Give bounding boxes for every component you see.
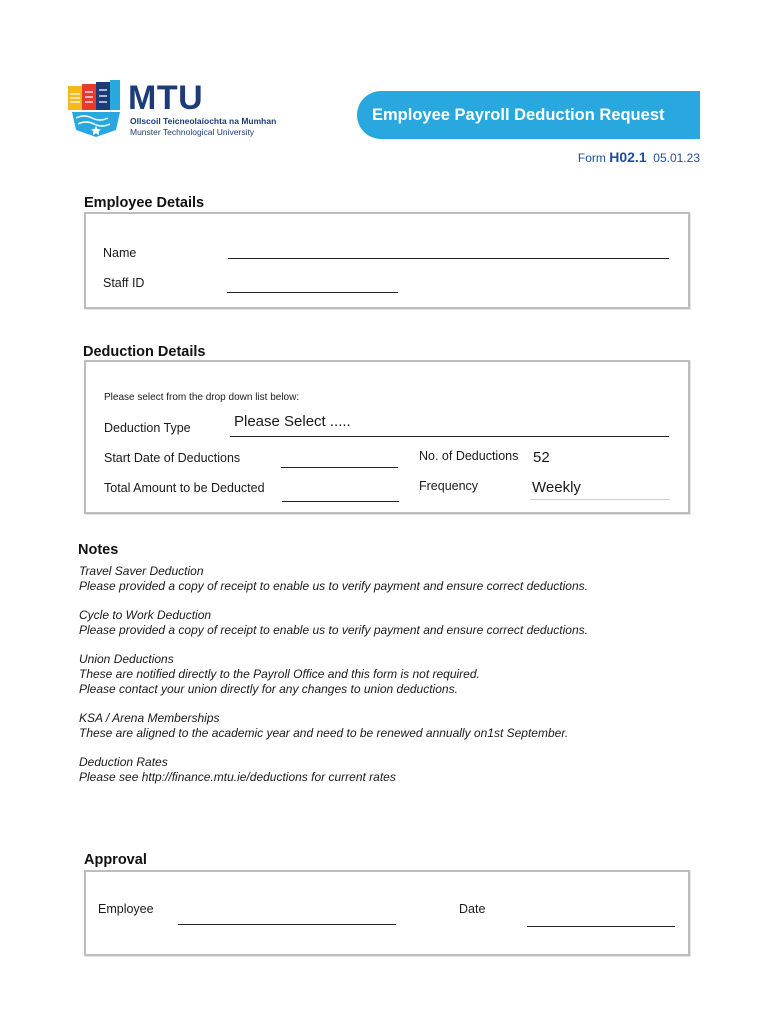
start-date-label: Start Date of Deductions [104, 451, 241, 465]
frequency-label: Frequency [419, 479, 479, 493]
deduction-type-select[interactable]: Please Select ..... [234, 413, 351, 430]
num-deductions-field[interactable]: 52 [533, 449, 550, 466]
deduction-type-underline [230, 436, 669, 437]
deduction-instruction: Please select from the drop down list below: [104, 392, 300, 403]
employee-signature-field[interactable] [178, 924, 396, 925]
employee-details-box [84, 212, 690, 309]
approval-title: Approval [84, 852, 147, 868]
name-label: Name [103, 246, 137, 260]
form-code [578, 149, 700, 165]
note-cycle-to-work [79, 608, 719, 638]
staff-id-field[interactable] [227, 292, 398, 293]
logo-english-name: Munster Technological University [130, 127, 255, 137]
form-title-banner: Employee Payroll Deduction Request [357, 91, 700, 139]
approval-box [84, 870, 690, 956]
form-prefix: Form [577, 151, 606, 165]
note-deduction-rates [79, 755, 719, 785]
mtu-logo [68, 80, 298, 140]
num-deductions-label: No. of Deductions [419, 449, 519, 463]
notes-list [79, 564, 719, 799]
note-ksa-arena [79, 711, 719, 741]
logo-irish-name: Ollscoil Teicneolaíochta na Mumhan [130, 116, 277, 126]
note-heading: Travel Saver Deduction [79, 564, 204, 578]
note-text: These are notified directly to the Payroll Office and this form is not required. [79, 667, 480, 681]
note-union-deductions [79, 652, 719, 697]
employee-details-title: Employee Details [84, 195, 205, 211]
approval-date-field[interactable] [527, 926, 675, 927]
form-code-number: H02.1 [609, 149, 647, 165]
note-text: Please contact your union directly for any changes to union deductions. [79, 682, 458, 696]
note-text: Please provided a copy of receipt to enable us to verify payment and ensure correct deductions. [79, 579, 588, 593]
total-amount-label: Total Amount to be Deducted [104, 481, 265, 495]
approval-date-label: Date [459, 902, 486, 916]
note-text: These are aligned to the academic year and need to be renewed annually on1st September. [79, 726, 569, 740]
note-text: Please provided a copy of receipt to enable us to verify payment and ensure correct deductions. [79, 623, 588, 637]
staff-id-label: Staff ID [103, 276, 145, 290]
note-heading: Deduction Rates [79, 755, 168, 769]
deduction-type-label: Deduction Type [104, 421, 191, 435]
start-date-field[interactable] [281, 467, 398, 468]
note-travel-saver [79, 564, 719, 594]
note-heading: KSA / Arena Memberships [79, 711, 220, 725]
deduction-details-title: Deduction Details [83, 344, 206, 360]
frequency-underline [530, 499, 670, 500]
form-date: 05.01.23 [653, 151, 700, 165]
note-text: Please see http://finance.mtu.ie/deductions for current rates [79, 770, 396, 784]
note-heading: Cycle to Work Deduction [79, 608, 212, 622]
logo-name: MTU [128, 79, 204, 117]
notes-title: Notes [78, 542, 119, 558]
total-amount-field[interactable] [282, 501, 399, 502]
employee-signature-label: Employee [98, 902, 154, 916]
mtu-crest-icon [68, 80, 123, 138]
name-field[interactable] [228, 258, 669, 259]
note-heading: Union Deductions [79, 652, 174, 666]
frequency-select[interactable]: Weekly [532, 479, 581, 496]
